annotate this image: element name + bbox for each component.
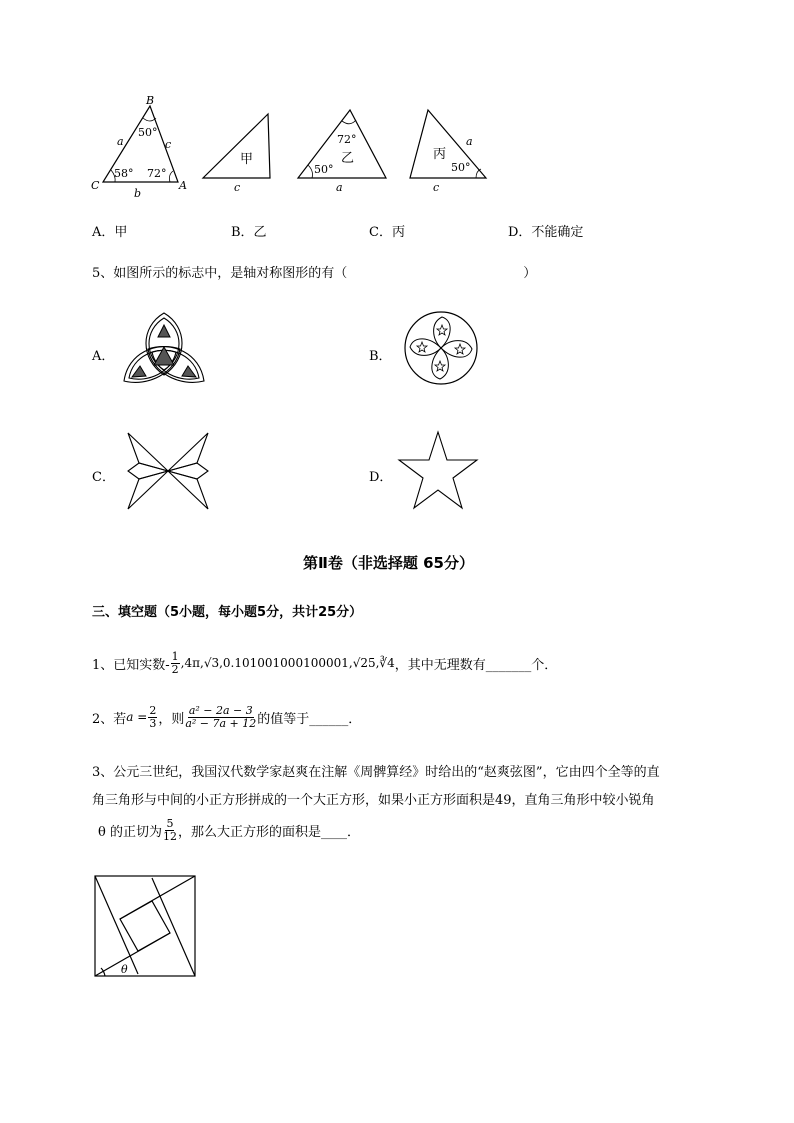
q4-figures: [88, 92, 508, 204]
fill3-line3-suffix: ，那么大正方形的面积是____．: [177, 824, 360, 840]
fill2-frac2-num: a² − 2a − 3: [188, 703, 253, 717]
triangle-abc: [91, 94, 187, 200]
fill3-frac-num: 5: [166, 816, 174, 830]
fill2-then: ，则: [158, 711, 185, 727]
fill2-prefix: 2、若: [92, 711, 127, 727]
vertex-c-label: C: [91, 179, 100, 192]
angle-a-label: 72°: [147, 167, 167, 180]
triangle-bing-side-right: a: [466, 135, 473, 148]
section3-title: 三、填空题（5小题，每小题5分，共计25分）: [92, 605, 363, 620]
zhao-shuang-figure: [93, 874, 197, 978]
q5-logo-a-trefoil: [118, 309, 210, 389]
fill2-frac2-den: a² − 7a + 12: [185, 716, 257, 730]
vertex-a-label: A: [179, 179, 187, 192]
side-b-label: b: [134, 187, 142, 200]
triangle-yi-angle-left: 50°: [314, 163, 334, 176]
fill3-line3: [98, 812, 360, 848]
fill1-suffix: ，其中无理数有_______个．: [394, 657, 558, 673]
q4-option-a: A．甲: [92, 225, 128, 240]
fill1-fraction: [171, 651, 180, 676]
triangle-jia: [203, 114, 270, 194]
q5-question: [92, 262, 536, 281]
fill3-fraction: [163, 818, 177, 843]
triangle-jia-side: c: [234, 181, 241, 194]
q5-logo-d-star: [397, 430, 479, 512]
part2-title: 第Ⅱ卷（非选择题 65分）: [303, 554, 474, 572]
theta-label: θ: [121, 963, 128, 976]
triangle-bing: [410, 110, 486, 194]
q4-option-b: B．乙: [231, 225, 267, 240]
fill3-line2: 角三角形与中间的小正方形拼成的一个大正方形，如果小正方形面积是49，直角三角形中较小锐角: [92, 793, 655, 808]
q5-option-b: B．: [369, 349, 392, 364]
q5-logo-b-bauhinia: [402, 309, 480, 387]
fill3-frac-den: 12: [162, 829, 177, 843]
fill2-frac1-num: 2: [149, 703, 157, 717]
fill1-numbers: ,4π,√3,0.101001000100001,√25,∛4: [180, 656, 395, 670]
fill2-question: [92, 698, 361, 736]
q4-option-c: C．丙: [369, 225, 405, 240]
q4-option-d: D．不能确定: [508, 225, 584, 240]
fill3-line3-prefix: θ 的正切为: [98, 824, 162, 840]
triangle-bing-side-bottom: c: [433, 181, 440, 194]
fill2-var: a =: [126, 710, 148, 724]
angle-b-label: 50°: [138, 126, 158, 139]
vertex-b-label: B: [146, 94, 155, 107]
triangle-yi-angle-top: 72°: [337, 133, 357, 146]
q5-question-text: 5、如图所示的标志中，是轴对称图形的有（: [92, 266, 348, 281]
fill1-frac-den: 2: [171, 662, 179, 676]
triangle-yi-name: 乙: [341, 151, 355, 166]
triangle-yi: [298, 110, 386, 194]
fill2-frac1-den: 3: [149, 716, 157, 730]
fill2-fraction2: [185, 705, 256, 730]
q5-option-c: C．: [92, 470, 115, 485]
triangle-bing-angle: 50°: [451, 161, 471, 174]
angle-c-label: 58°: [114, 167, 134, 180]
fill1-prefix: 1、已知实数-: [92, 657, 170, 673]
q5-logo-c-butterfly: [125, 431, 211, 511]
fill2-suffix: 的值等于______．: [257, 711, 362, 727]
side-c-label: c: [165, 138, 172, 151]
fill2-fraction1: [148, 705, 157, 730]
q5-option-d: D．: [369, 470, 393, 485]
q5-question-close: ）: [523, 266, 537, 281]
fill1-frac-num: 1: [171, 649, 179, 663]
fill3-line1: 3、公元三世纪，我国汉代数学家赵爽在注解《周髀算经》时给出的“赵爽弦图”，它由四个全等的直: [92, 765, 660, 780]
triangle-jia-name: 甲: [240, 152, 254, 167]
fill1-question: [92, 645, 557, 681]
side-a-label: a: [117, 135, 124, 148]
triangle-bing-name: 丙: [433, 147, 447, 162]
triangle-yi-side: a: [336, 181, 343, 194]
q5-option-a: A．: [92, 349, 115, 364]
